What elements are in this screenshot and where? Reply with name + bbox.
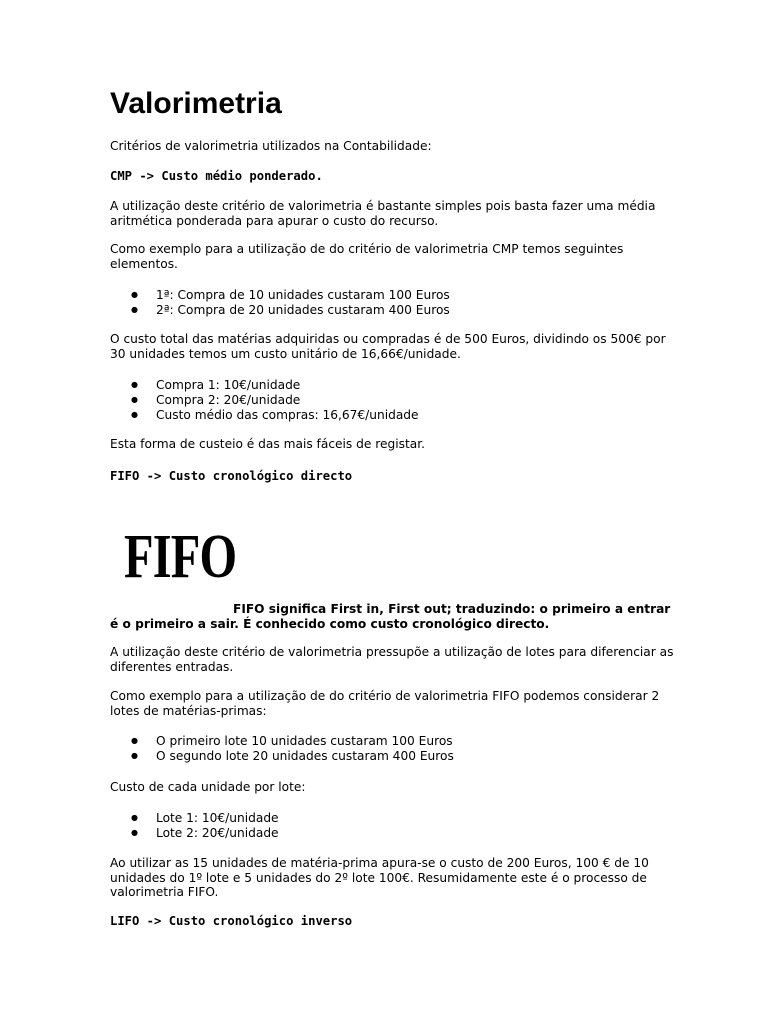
intro-text: Critérios de valorimetria utilizados na Contabilidade:: [110, 139, 432, 153]
list-item: ● 2ª: Compra de 20 unidades custaram 400 Euros: [110, 303, 450, 318]
fifo-meaning: [110, 602, 671, 631]
list-item: ● Compra 2: 20€/unidade: [110, 393, 419, 408]
cmp-unit-costs-list: [110, 378, 419, 422]
fifo-meaning-line-1: FIFO significa First in, First out; traduzindo: o primeiro a entrar: [233, 602, 671, 616]
fifo-usage-line-3: valorimetria FIFO.: [110, 885, 219, 899]
cmp-example-line-2: elementos.: [110, 256, 178, 271]
fifo-usage-line-1: Ao utilizar as 15 unidades de matéria-prima apura-se o custo de 200 Euros, 100 € de 10: [110, 856, 649, 870]
cmp-conclusion: Esta forma de custeio é das mais fáceis de registar.: [110, 437, 425, 451]
list-item: ● O segundo lote 20 unidades custaram 400 Euros: [110, 749, 454, 764]
list-item: ● Compra 1: 10€/unidade: [110, 378, 419, 393]
cmp-purchases-list: [110, 288, 450, 318]
cmp-total-line-2: 30 unidades temos um custo unitário de 16,66€/unidade.: [110, 346, 461, 361]
fifo-lot-costs-list: [110, 811, 279, 841]
fifo-lots-list: [110, 734, 454, 764]
page-title: Valorimetria: [110, 87, 282, 120]
cmp-description-line-1: A utilização deste critério de valorimetria é bastante simples pois basta fazer uma média: [110, 199, 656, 213]
cmp-total-line-1: O custo total das matérias adquiridas ou compradas é de 500 Euros, dividindo os 500€ por: [110, 332, 666, 346]
fifo-description: [110, 645, 674, 674]
fifo-logo-image: FIFO: [124, 523, 237, 591]
fifo-heading: FIFO -> Custo cronológico directo: [110, 469, 353, 483]
cmp-heading: CMP -> Custo médio ponderado.: [110, 169, 323, 183]
list-item: ● Lote 1: 10€/unidade: [110, 811, 279, 826]
cmp-example-line-1: Como exemplo para a utilização de do critério de valorimetria CMP temos seguintes: [110, 242, 624, 256]
fifo-example: [110, 689, 660, 718]
fifo-description-line-2: diferentes entradas.: [110, 659, 234, 674]
lifo-heading: LIFO -> Custo cronológico inverso: [110, 914, 353, 928]
list-item: ● 1ª: Compra de 10 unidades custaram 100 Euros: [110, 288, 450, 303]
fifo-example-line-1: Como exemplo para a utilização de do critério de valorimetria FIFO podemos considerar 2: [110, 689, 660, 703]
list-item: ● Custo médio das compras: 16,67€/unidade: [110, 408, 419, 423]
fifo-description-line-1: A utilização deste critério de valorimetria pressupõe a utilização de lotes para diferenciar as: [110, 645, 674, 659]
fifo-cost-per-lot-label: Custo de cada unidade por lote:: [110, 780, 306, 794]
fifo-usage: [110, 856, 655, 900]
fifo-usage-line-2: unidades do 1º lote e 5 unidades do 2º lote 100€. Resumidamente este é o processo de: [110, 870, 647, 885]
cmp-example: [110, 242, 655, 271]
cmp-description-line-2: aritmética ponderada para apurar o custo do recurso.: [110, 213, 439, 228]
cmp-description: [110, 199, 655, 228]
list-item: ● O primeiro lote 10 unidades custaram 100 Euros: [110, 734, 454, 749]
cmp-total-cost: [110, 332, 666, 361]
fifo-meaning-line-2: é o primeiro a sair. É conhecido como custo cronológico directo.: [110, 616, 550, 631]
fifo-example-line-2: lotes de matérias-primas:: [110, 703, 267, 718]
list-item: ● Lote 2: 20€/unidade: [110, 826, 279, 841]
